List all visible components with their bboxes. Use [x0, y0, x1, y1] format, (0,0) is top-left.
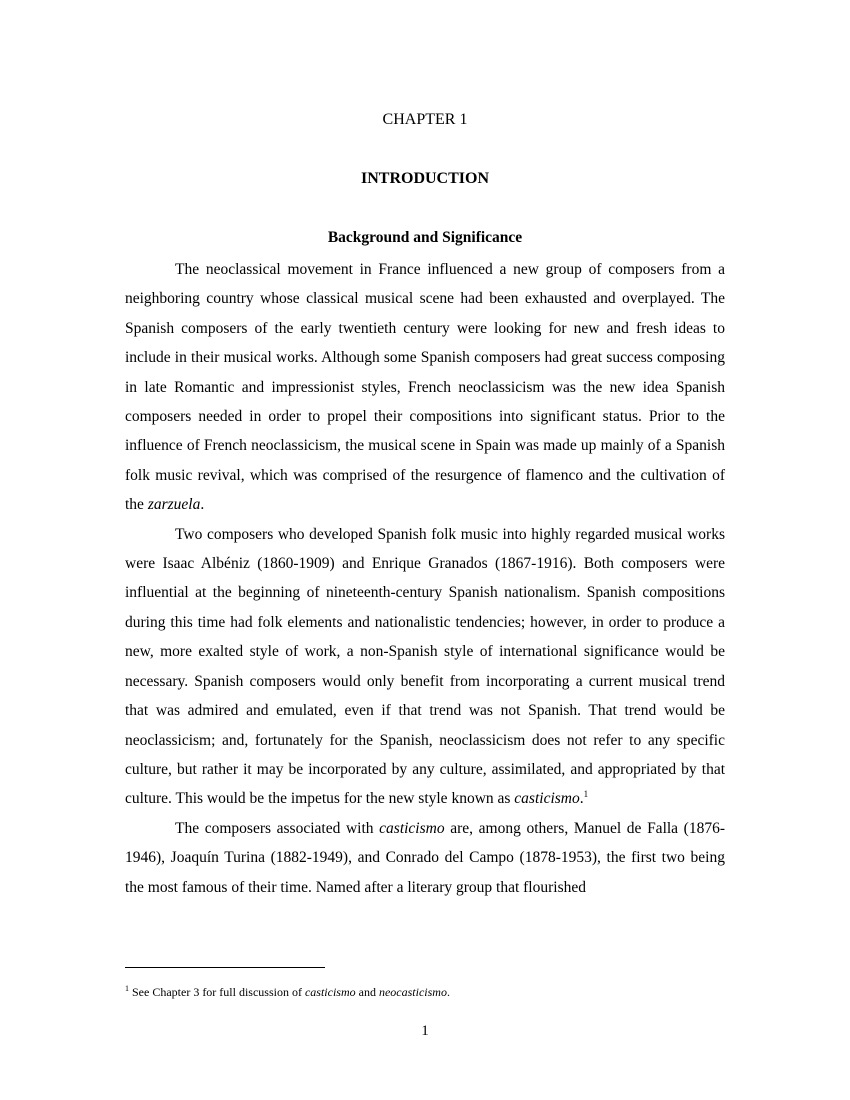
paragraph-3-text: are, among others, Manuel de Falla (1876-1946), Joaquín Turina (1882-1949), and Conrado del Campo (1878-1953), the first two being the most famous of their time. Named after a literary group that flourished — [125, 819, 726, 896]
paragraph-2-text: Two composers who developed Spanish folk music into highly regarded musical works were Isaac Albéniz (1860-1909) and Enrique Granados (1867-1916). Both composers were influential at the beginning of nineteenth-century Spanish nationalism. Spanish compositions during this time had folk elements and nationalistic tendencies; however, in order to produce a new, more exalted style of work, a non-Spanish style of international significance would be necessary. Spanish composers would only benefit from incorporating a current musical trend that was admired and emulated, even if that trend was not Spanish. That trend would be neoclassicism; and, fortunately for the Spanish, neoclassicism does not refer to any specific culture, but rather it may be incorporated by any culture, assimilated, and appropriated by that culture. This would be the impetus for the new style known as — [125, 525, 725, 808]
footnote-text-mid: and — [355, 985, 379, 999]
paragraph-2-italic: casticismo — [514, 790, 580, 808]
chapter-label: CHAPTER 1 — [382, 111, 468, 128]
paragraph-3-start: The composers associated with — [175, 819, 380, 837]
chapter-title: INTRODUCTION — [360, 170, 489, 187]
footnote-number: 1 — [125, 984, 129, 993]
paragraph-2-end: . — [579, 790, 584, 808]
paragraph-1-end: . — [200, 496, 205, 514]
paragraph-3 — [125, 814, 725, 902]
paragraph-3-italic: casticismo — [379, 819, 445, 837]
footnote-divider — [125, 967, 325, 968]
section-title: Background and Significance — [327, 229, 523, 246]
paragraph-1 — [125, 255, 725, 520]
paragraph-1-italic: zarzuela — [147, 496, 201, 514]
body-text — [125, 255, 725, 902]
paragraph-1-text: The neoclassical movement in France influenced a new group of composers from a neighboring country whose classical musical scene had been exhausted and overplayed. The Spanish composers of the early twentieth century were looking for new and fresh ideas to include in their musical works. Although some Spanish composers had great success composing in late Romantic and impressionist styles, French neoclassicism was the new idea Spanish composers needed in order to propel their compositions into significant status. Prior to the influence of French neoclassicism, the musical scene in Spain was made up mainly of a Spanish folk music revival, which was comprised of the resurgence of flamenco and the cultivation of the — [125, 261, 725, 514]
footnote-italic-2: neocasticismo — [378, 985, 447, 999]
footnote-text-end: . — [446, 985, 450, 999]
footnote-italic-1: casticismo — [304, 985, 356, 999]
paragraph-2 — [125, 520, 725, 814]
footnote — [125, 984, 725, 1000]
footnote-reference[interactable]: 1 — [583, 789, 589, 800]
footnote-text-start: See Chapter 3 for full discussion of — [132, 985, 305, 999]
page-number: 1 — [421, 1023, 429, 1039]
